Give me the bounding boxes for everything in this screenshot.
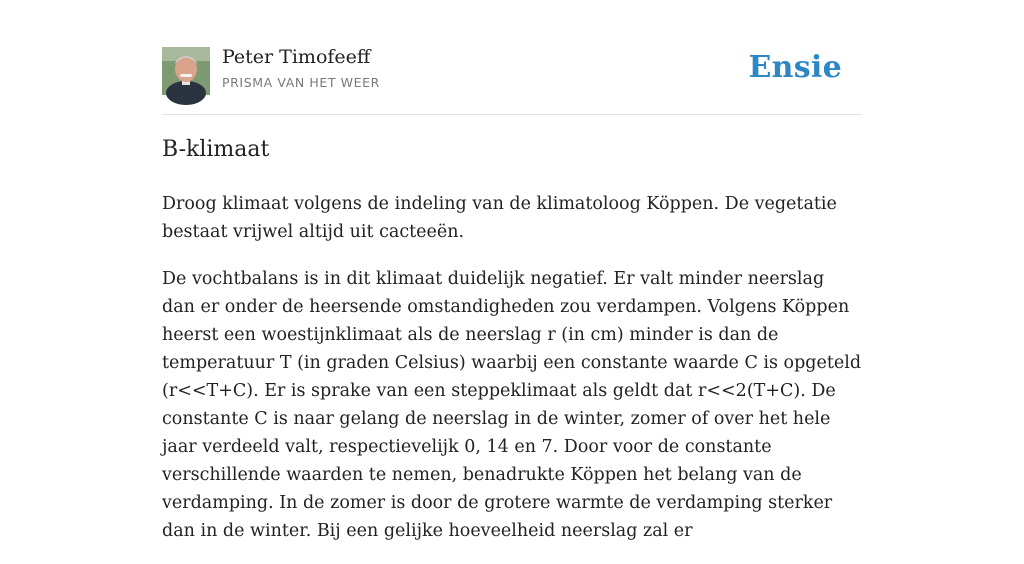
author-name[interactable]: Peter Timofeeff (222, 46, 371, 68)
author-subtitle[interactable]: PRISMA VAN HET WEER (222, 75, 380, 90)
author-avatar[interactable] (162, 47, 210, 95)
article-title: B-klimaat (162, 137, 270, 162)
paragraph: De vochtbalans is in dit klimaat duidelijk negatief. Er valt minder neerslag dan er onder de heersende omstandigheden zou verdampen. Volgens Köppen heerst een woestijnklimaat als de neerslag r (in cm) minder is dan de temperatuur T (in graden Celsius) waarbij een constante waarde C is opgeteld (r<<T+C). Er is sprake van een steppeklimaat als geldt dat r<<2(T+C). De constante C is naar gelang de neerslag in de winter, zomer of over het hele jaar verdeeld valt, respectievelijk 0, 14 en 7. Door voor de constante verschillende waarden te nemen, benadrukte Köppen het belang van de verdamping. In de zomer is door de grotere warmte de verdamping sterker dan in de winter. Bij een gelijke hoeveelheid neerslag zal er (162, 269, 862, 541)
paragraph: Droog klimaat volgens de indeling van de klimatoloog Köppen. De vegetatie bestaat vrijwel altijd uit cacteeën. (162, 194, 837, 242)
author-photo (162, 47, 210, 95)
article-header (162, 40, 862, 115)
article-body (162, 190, 862, 564)
brand-logo[interactable]: Ensie (748, 50, 842, 85)
